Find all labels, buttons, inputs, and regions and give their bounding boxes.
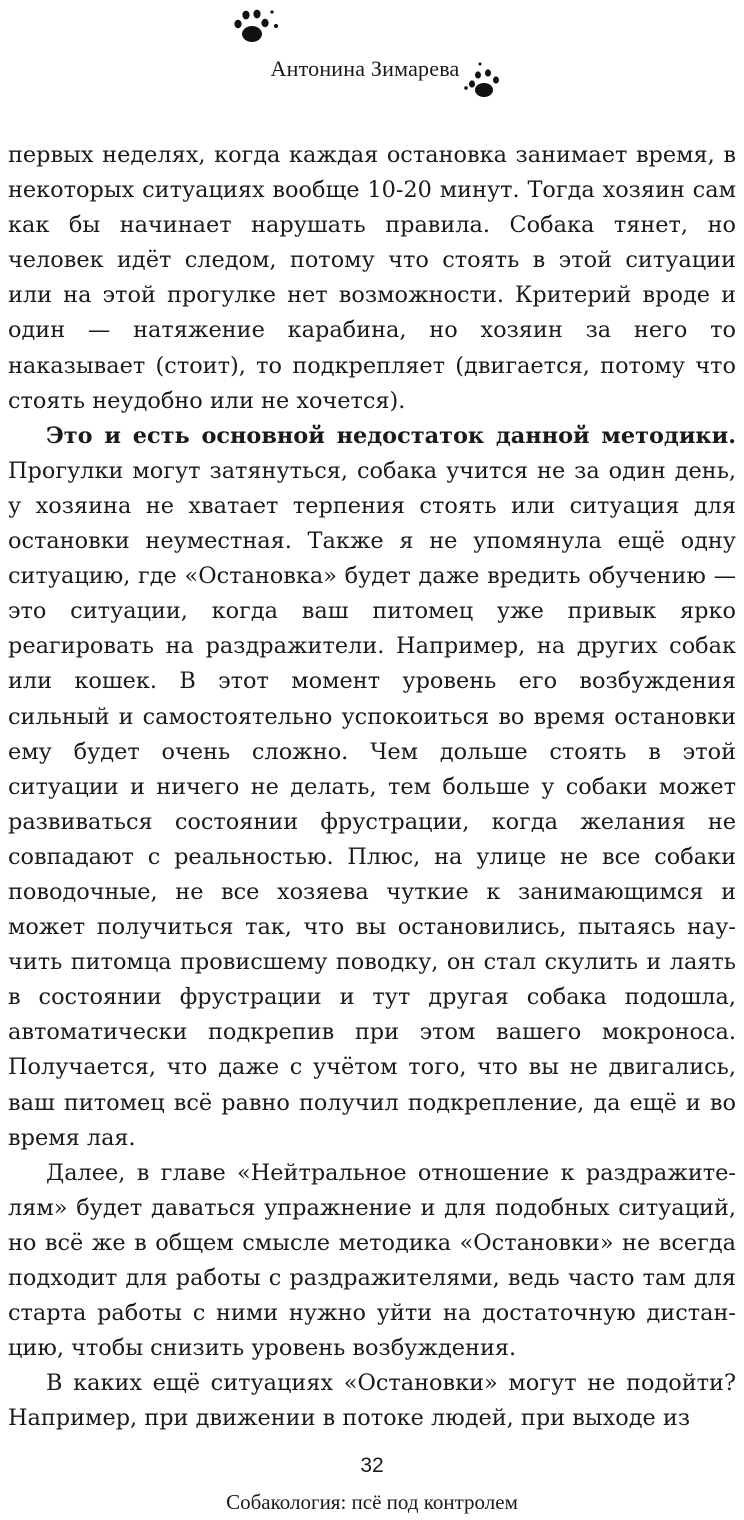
bold-emphasis: Это и есть основной недостаток данной методики. bbox=[46, 422, 736, 449]
paragraph bbox=[8, 419, 736, 1156]
paragraph: Далее, в главе «Нейтральное отношение к раздражителям» будет даваться упражнение и для подобных ситуаций, но всё же в общем смысле методика «Остановки» не всегда подходит для работы с раздражителями, ведь часто там для старта работы с ними нужно уйти на достаточную дистанцию, чтобы снизить уровень возбуждения. bbox=[8, 1159, 736, 1362]
body-text bbox=[8, 138, 736, 1436]
paw-print-icon bbox=[452, 58, 504, 104]
paragraph: первых неделях, когда каждая остановка занимает время, в некоторых ситуациях вообще 10-20 минут. Тогда хозяин сам как бы начинает нарушать правила. Собака тянет, но человек идёт следом, потому что стоять в этой ситуации или на этой прогулке нет возможности. Критерий вроде и один — натяжение карабина, но хозяин за него то наказывает (стоит), то подкрепляет (двигается, потому что стоять неудобно или не хочется). bbox=[8, 142, 736, 414]
running-head bbox=[0, 56, 744, 82]
author-name: Антонина Зимарева bbox=[270, 56, 460, 81]
paw-print-icon bbox=[228, 4, 284, 48]
paragraph-text: Прогулки могут затянуться, собака учится не за один день, у хозяина не хватает терпения стоять или ситуация для остановки неуместная. Также я не упомянула ещё одну ситуацию, где «Остановка» будет даже вредить обучению — это ситуации, когда ваш питомец уже привык ярко реагировать на раздражители. Например, на других собак или кошек. В этот момент уровень его возбуждения сильный и самостоятельно успокоиться во время остановки ему будет очень сложно. Чем дольше стоять в этой ситуации и ничего не делать, тем больше у собаки может развиваться состоянии фрустрации, когда желания не совпадают с реальностью. Плюс, на улице не все собаки поводочные, не все хозяева чуткие к занимающимся и может получиться так, что вы остановились, пытаясь научить питомца провисшему поводку, он стал скулить и лаять в состоянии фрустрации и тут другая собака подошла, автоматически подкрепив при этом вашего мокроноса. Получается, что даже с учётом того, что вы не двигались, ваш питомец всё равно получил подкрепление, да ещё и во время лая. bbox=[8, 457, 736, 1151]
book-title: Собакология: псё под контролем bbox=[226, 1490, 518, 1514]
page-number: 32 bbox=[360, 1454, 384, 1477]
paragraph: В каких ещё ситуациях «Остановки» могут не подойти? Например, при движении в потоке людей, при выходе из bbox=[8, 1370, 736, 1432]
